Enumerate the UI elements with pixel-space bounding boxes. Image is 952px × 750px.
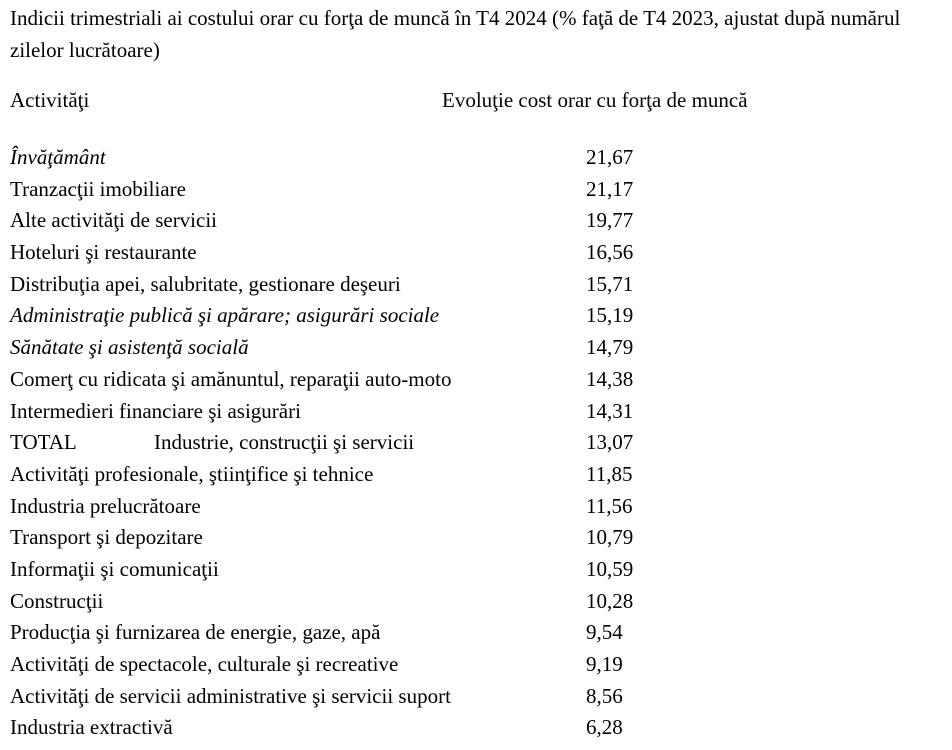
row-value: 11,85: [586, 461, 633, 486]
table-row: [0, 427, 952, 459]
row-prefix: TOTAL: [10, 430, 77, 455]
row-label: Alte activităţi de servicii: [10, 208, 218, 233]
table-row: [0, 586, 952, 618]
row-value: 13,07: [586, 430, 634, 455]
row-label: Administraţie publică şi apărare; asigurări sociale: [10, 303, 440, 328]
row-label: Industria prelucrătoare: [10, 493, 201, 518]
column-header-activities: Activităţi: [10, 88, 90, 112]
page-title: Indicii trimestriali ai costului orar cu forţa de muncă în T4 2024 (% faţă de T4 2023, ajustat după numărul zilelor lucrătoare): [10, 6, 901, 62]
row-label: Distribuţia apei, salubritate, gestionare deşeuri: [10, 271, 401, 296]
table-row: [0, 174, 952, 206]
row-label: Activităţi profesionale, ştiinţifice şi tehnice: [10, 461, 374, 486]
row-value: 10,79: [586, 525, 634, 550]
row-label: Hoteluri şi restaurante: [10, 240, 197, 265]
row-value: 10,28: [586, 588, 634, 613]
table-row: [0, 396, 952, 428]
row-label: Construcţii: [10, 588, 104, 613]
row-value: 19,77: [586, 208, 634, 233]
row-label: Comerţ cu ridicata şi amănuntul, reparaţii auto-moto: [10, 366, 452, 391]
row-value: 9,54: [586, 620, 623, 645]
table-row: [0, 681, 952, 713]
row-label: Industrie, construcţii şi servicii: [154, 430, 415, 455]
row-label: Învăţământ: [10, 145, 106, 169]
row-value: 21,67: [586, 145, 634, 169]
table-row: [0, 459, 952, 491]
table-row: [0, 300, 952, 332]
row-value: 16,56: [586, 240, 634, 265]
row-label: Tranzacţii imobiliare: [10, 176, 186, 201]
row-label: Informaţii şi comunicaţii: [10, 556, 219, 581]
table-row: [0, 237, 952, 269]
table-row: [0, 554, 952, 586]
row-label: Intermedieri financiare şi asigurări: [10, 398, 301, 423]
table-row: [0, 617, 952, 649]
row-value: 8,56: [586, 683, 623, 708]
row-value: 10,59: [586, 556, 634, 581]
row-value: 9,19: [586, 652, 623, 676]
table-row: [0, 712, 952, 744]
row-value: 14,31: [586, 398, 634, 423]
table-row: [0, 332, 952, 364]
table-row: [0, 364, 952, 396]
table-row: [0, 491, 952, 523]
row-value: 14,38: [586, 366, 634, 391]
row-value: 15,71: [586, 271, 634, 296]
row-value: 15,19: [586, 303, 634, 328]
row-value: 21,17: [586, 176, 634, 201]
row-label: Industria extractivă: [10, 715, 173, 740]
table-row: [0, 522, 952, 554]
row-value: 6,28: [586, 715, 623, 740]
table-row: [0, 269, 952, 301]
row-value: 14,79: [586, 335, 634, 360]
table-row: [0, 142, 952, 174]
table-row: [0, 649, 952, 681]
row-label: Transport şi depozitare: [10, 525, 203, 550]
row-label: Activităţi de spectacole, culturale şi recreative: [10, 652, 399, 676]
row-label: Sănătate şi asistenţă socială: [10, 335, 249, 360]
activity-list: [0, 142, 952, 744]
row-value: 11,56: [586, 493, 633, 518]
column-header-evolution: Evoluţie cost orar cu forţa de muncă: [442, 88, 748, 112]
row-label: Activităţi de servicii administrative şi servicii suport: [10, 683, 451, 708]
row-label: Producţia şi furnizarea de energie, gaze, apă: [10, 620, 381, 645]
table-row: [0, 205, 952, 237]
